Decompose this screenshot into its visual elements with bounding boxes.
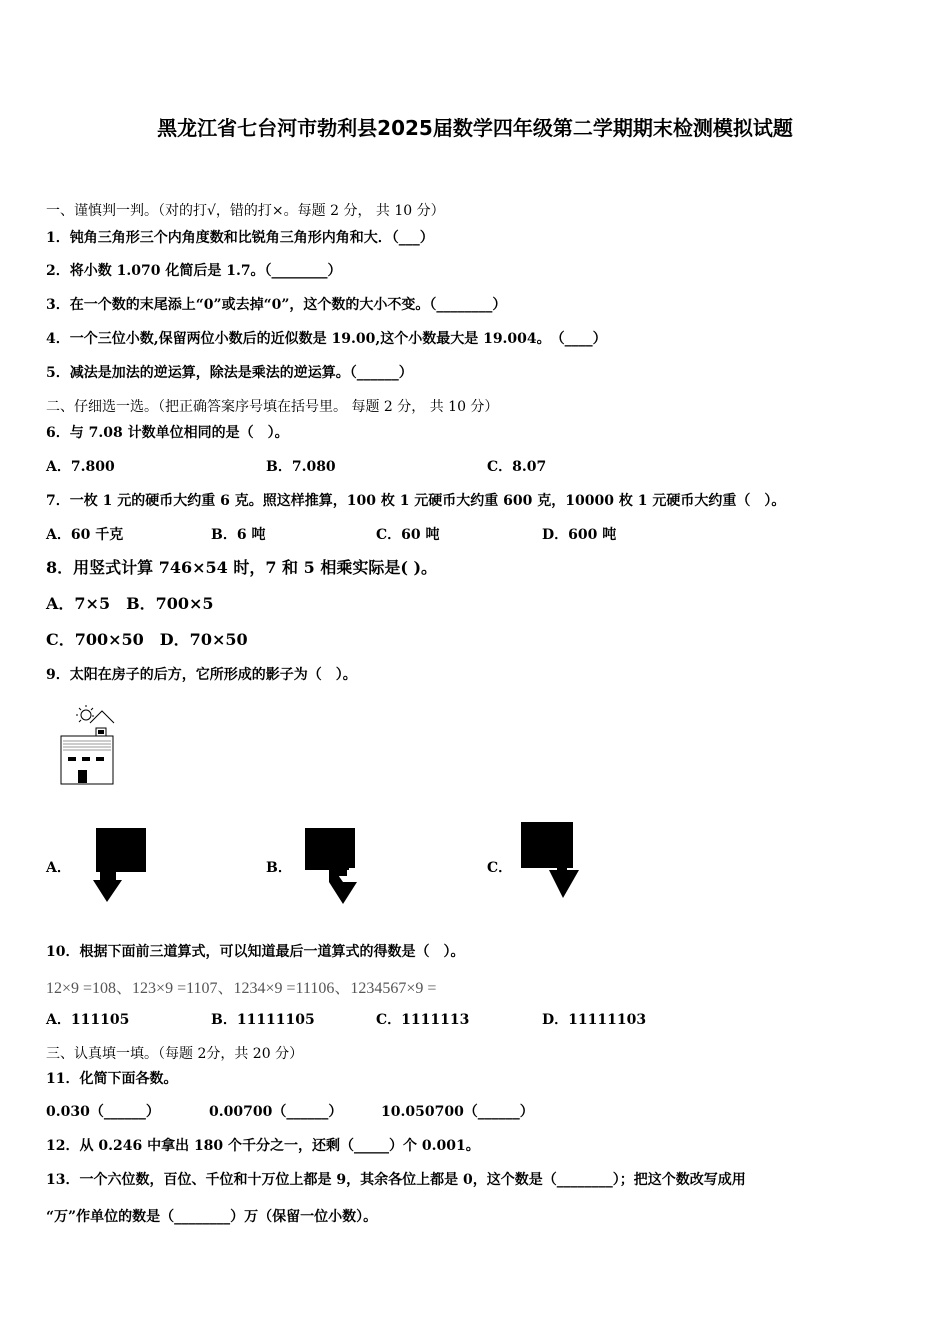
q8-options-ab: A．7×5 B．700×5 [46,594,214,613]
question-8: 8．用竖式计算 746×54 时，7 和 5 相乘实际是( )。 [46,558,438,577]
q11-item-2: 0.00700（______） [209,1104,343,1120]
q10-option-a: A．111105 [46,1012,130,1028]
q10-option-c: C．1111113 [376,1012,470,1028]
q9-option-c: C． [487,860,513,876]
question-12: 12．从 0.246 中拿出 180 个千分之一，还剩（_____）个 0.001。 [46,1138,480,1154]
q7-option-d: D．600 吨 [542,527,617,543]
house-sun-illustration [56,703,126,787]
page-title: 黑龙江省七台河市勃利县2025届数学四年级第二学期期末检测模拟试题 [157,116,793,140]
question-9: 9．太阳在房子的后方，它所形成的影子为（ ）。 [46,667,357,683]
question-1: 1．钝角三角形三个内角度数和比锐角三角形内角和大．（___） [46,230,434,246]
question-7: 7．一枚 1 元的硬币大约重 6 克。照这样推算，100 枚 1 元硬币大约重 600 克，10000 枚 1 元硬币大约重（ ）。 [46,493,786,509]
section1-header: 一、谨慎判一判。（对的打√，错的打×。每题 2 分， 共 10 分） [46,203,445,219]
q7-option-a: A．60 千克 [46,527,124,543]
q6-option-c: C．8.07 [487,459,547,475]
question-10: 10．根据下面前三道算式，可以知道最后一道算式的得数是（ ）。 [46,944,465,960]
question-4: 4．一个三位小数,保留两位小数后的近似数是 19.00,这个小数最大是 19.004。 （____） [46,331,607,347]
question-6: 6．与 7.08 计数单位相同的是（ ）。 [46,425,289,441]
q8-options-cd: C．700×50 D．70×50 [46,630,248,649]
q10-option-b: B．11111105 [211,1012,315,1028]
question-11: 11．化简下面各数。 [46,1071,178,1087]
section2-header: 二、仔细选一选。（把正确答案序号填在括号里。 每题 2 分， 共 10 分） [46,399,499,415]
q6-option-a: A．7.800 [46,459,115,475]
q10-sequence: 12×9 =108、123×9 =1107、1234×9 =11106、1234567×9 = [46,980,437,997]
question-13-line1: 13．一个六位数，百位、千位和十万位上都是 9，其余各位上都是 0，这个数是（________）；把这个数改写成用 [46,1172,746,1188]
question-13-line2: “万”作单位的数是（________）万（保留一位小数）。 [46,1209,378,1225]
q9-option-b: B． [266,860,292,876]
section3-header: 三、认真填一填。（每题 2分，共 20 分） [46,1046,304,1062]
q9-shadow-b-icon [303,828,359,904]
sun-icon [76,705,94,722]
q9-shadow-a-icon [92,828,148,904]
question-2: 2．将小数 1.070 化简后是 1.7。（________） [46,263,342,279]
q6-option-b: B．7.080 [266,459,336,475]
question-5: 5．减法是加法的逆运算，除法是乘法的逆运算。（______） [46,365,413,381]
q9-shadow-c-icon [521,822,581,900]
q9-option-a: A． [46,860,71,876]
q11-item-3: 10.050700（______） [381,1104,534,1120]
q11-item-1: 0.030（______） [46,1104,160,1120]
q7-option-b: B．6 吨 [211,527,266,543]
q7-option-c: C．60 吨 [376,527,440,543]
question-3: 3．在一个数的末尾添上“0”或去掉“0”，这个数的大小不变。（________） [46,297,507,313]
q10-option-d: D．11111103 [542,1012,647,1028]
